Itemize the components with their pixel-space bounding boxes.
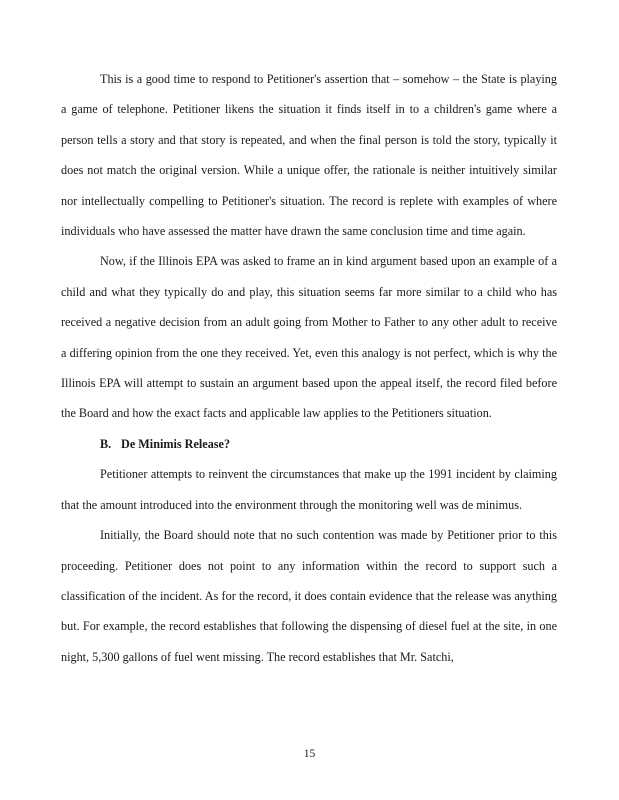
section-title: De Minimis Release?	[121, 436, 231, 451]
paragraph-child-analogy: Now, if the Illinois EPA was asked to frame an in kind argument based upon an example of a child and what they typically do and play, this situation seems far more similar to a child who has received a negative decision from an adult going from Mother to Father to any other adult to receive a differing opinion from the one they received. Yet, even this analogy is not perfect, which is why the Illinois EPA will attempt to sustain an argument based upon the appeal itself, the record filed before the Board and how the exact facts and applicable law applies to the Petitioners situation.	[61, 254, 557, 421]
paragraph-telephone-game: This is a good time to respond to Petitioner's assertion that – somehow – the State is playing a game of telephone. Petitioner likens the situation it finds itself in to a children's game where a person tells a story and that story is repeated, and when the final person is told the story, typically it does not match the original version. While a unique offer, the rationale is neither intuitively similar nor intellectually compelling to Petitioner's situation. The record is replete with examples of where individuals who have assessed the matter have drawn the same conclusion time and time again.	[61, 72, 557, 239]
paragraph-reinvent-circumstances: Petitioner attempts to reinvent the circumstances that make up the 1991 incident by claiming that the amount introduced into the environment through the monitoring well was de minimus.	[61, 467, 557, 512]
page-number: 15	[303, 748, 316, 760]
section-number: B.	[100, 436, 112, 451]
paragraph-no-contention: Initially, the Board should note that no such contention was made by Petitioner prior to this proceeding. Petitioner does not point to any information within the record to support such a classification of the incident. As for the record, it does contain evidence that the release was anything but. For example, the record establishes that following the dispensing of diesel fuel at the site, in one night, 5,300 gallons of fuel went missing. The record establishes that Mr. Satchi,	[61, 528, 557, 664]
section-heading-de-minimis	[61, 429, 557, 459]
document-body	[61, 64, 557, 672]
